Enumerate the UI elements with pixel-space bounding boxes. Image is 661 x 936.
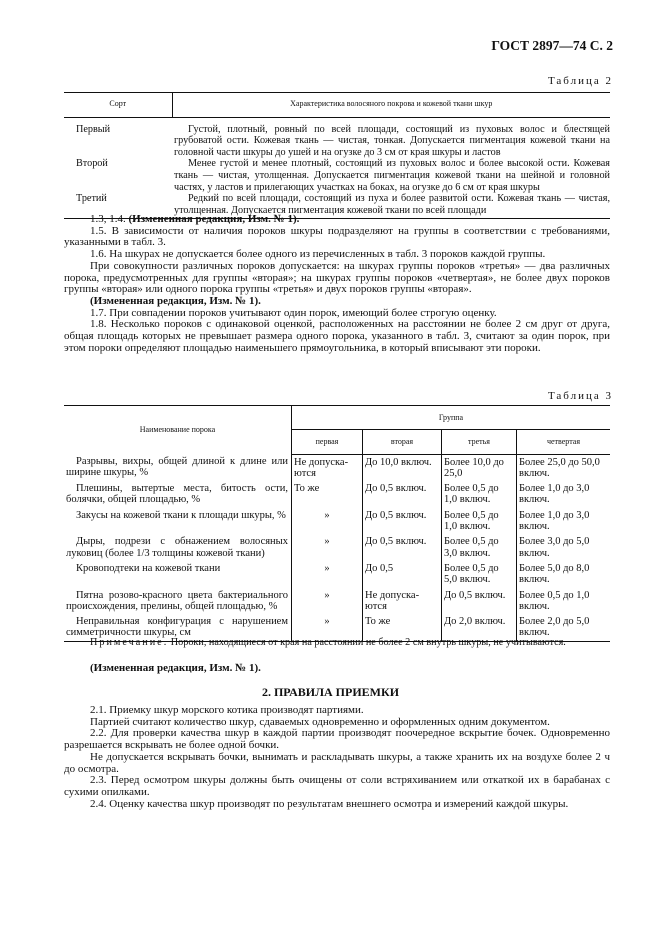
group-third-value: До 2,0 включ. <box>442 616 517 641</box>
grade-description: Густой, плотный, ровный по всей площади, состоящий из пуховых волос и блестящей грубоватой ости. Кожевая ткань — чистая, тонкая. Допускается пигментация кожевой ткани на головной части шкуры до ушей и на огузке до 3 см от края шкуры и ластов <box>174 123 610 158</box>
table-2-header-desc: Характеристика волосяного покрова и кожевой ткани шкур <box>172 93 610 118</box>
group-fourth-value: Более 25,0 до 50,0 включ. <box>517 454 611 483</box>
defect-name: Дыры, подрези с обнажением волосяных луковиц (более 1/3 толщины кожевой ткани) <box>66 536 288 559</box>
group-second-value: До 0,5 включ. <box>363 483 442 510</box>
group-second-header: вторая <box>363 430 442 454</box>
defect-name: Закусы на кожевой ткани к площади шкуры, % <box>76 509 286 521</box>
group-fourth-value: Более 5,0 до 8,0 включ. <box>517 563 611 590</box>
paragraph: Не допускается вскрывать бочки, вынимать и раскладывать шкуры, а также хранить их на воздухе более 2 ч до осмотра. <box>64 750 610 775</box>
table-row <box>64 117 610 158</box>
table-row <box>64 483 610 510</box>
paragraph: 1.6. На шкурах не допускается более одного из перечисленных в табл. 3 пороков каждой группы. <box>90 248 546 261</box>
table-row <box>64 536 610 563</box>
group-first-header: первая <box>292 430 363 454</box>
amendment-note: (Измененная редакция, Изм. № 1). <box>90 662 261 674</box>
group-fourth-value: Более 0,5 до 1,0 включ. <box>517 590 611 617</box>
table-row <box>64 590 610 617</box>
table-row <box>64 510 610 537</box>
table-3-note <box>64 637 610 649</box>
paragraph: При совокупности различных пороков допускается: на шкурах группы пороков «третья» — два различных порока, предусмотренных для группы «вторая»; на шкурах группы пороков «четвертая», не более двух пороков группы «вторая» или одного порока группы «третья» и двух пороков группы «вторая». <box>64 259 610 296</box>
table-2-label: Таблица 2 <box>547 75 613 87</box>
paragraph: 2.1. Приемку шкур морского котика производят партиями. <box>90 704 364 716</box>
group-first-value: » <box>292 616 363 641</box>
paragraph: 1.3, 1.4. (Измененная редакция, Изм. № 1). <box>90 213 300 225</box>
group-first-value: То же <box>292 483 363 510</box>
group-fourth-value: Более 3,0 до 5,0 включ. <box>517 536 611 563</box>
group-third-value: Более 0,5 до 3,0 включ. <box>442 536 517 563</box>
group-second-value: До 0,5 включ. <box>363 536 442 563</box>
grade-description: Менее густой и менее плотный, состоящий из пуховых волос и более высокой ости. Кожевая ткань — чистая, утолщенная. Допускается пигментация кожевой ткани на шейной и головной частях, у ластов и прилегающих участках на боках, на огузке до 6 см от края шкуры <box>174 158 610 193</box>
paragraph: 2.2. Для проверки качества шкур в каждой партии производят поочередное вскрытие бочек. Одновременно разрешается вскрывать не более одной бочки. <box>64 727 610 752</box>
group-first-value: Не допуска-ются <box>292 454 363 483</box>
group-fourth-value: Более 1,0 до 3,0 включ. <box>517 483 611 510</box>
paragraph: 1.7. При совпадении пороков учитывают один порок, имеющий более строгую оценку. <box>90 306 497 319</box>
paragraph: 2.3. Перед осмотром шкуры должны быть очищены от соли встряхиванием или откаткой их в барабанах с сухими опилками. <box>64 774 610 798</box>
group-first-value: » <box>292 590 363 617</box>
table-2 <box>64 92 610 219</box>
group-fourth-value: Более 1,0 до 3,0 включ. <box>517 510 611 537</box>
table-3-label: Таблица 3 <box>547 390 613 402</box>
defect-name: Разрывы, вихры, общей длиной к длине или ширине шкуры, % <box>66 456 288 479</box>
section-1-text <box>64 214 610 354</box>
document-header: ГОСТ 2897—74 С. 2 <box>491 38 613 53</box>
group-second-value: До 10,0 включ. <box>363 454 442 483</box>
group-third-value: До 0,5 включ. <box>442 590 517 617</box>
group-first-value: » <box>292 536 363 563</box>
grade-description: Редкий по всей площади, состоящий из пуха и более развитой ости. Кожевая ткань — чистая, утолщенная. Допускается пигментация кожевой ткани по всей площади <box>172 193 610 219</box>
paragraph: Партией считают количество шкур, сдаваемых одновременно и оформленных одним документом. <box>90 715 550 728</box>
group-third-value: Более 0,5 до 5,0 включ. <box>442 563 517 590</box>
table-row <box>64 454 610 483</box>
table-2-header-sort: Сорт <box>64 93 172 118</box>
defect-name: Пятна розово-красного цвета бактериального происхождения, прелины, общей площадью, % <box>66 589 288 612</box>
group-first-value: » <box>292 510 363 537</box>
note-text: Пороки, находящиеся от края на расстоянии не более 2 см внутрь шкуры, не учитываются. <box>170 637 566 648</box>
grade-cell: Первый <box>76 123 111 135</box>
section-2-title: 2. ПРАВИЛА ПРИЕМКИ <box>261 685 400 699</box>
table-row <box>64 158 610 193</box>
table-row <box>64 563 610 590</box>
group-third-value: Более 0,5 до 1,0 включ. <box>442 510 517 537</box>
table-3-header-group: Группа <box>292 406 611 430</box>
group-second-value: До 0,5 включ. <box>363 510 442 537</box>
note-label: Примечание. <box>90 637 169 648</box>
group-fourth-value: Более 2,0 до 5,0 включ. <box>517 616 611 641</box>
paragraph: 2.4. Оценку качества шкур производят по результатам внешнего осмотра и измерений каждой шкуры. <box>90 797 569 810</box>
paragraph: 1.5. В зависимости от наличия пороков шкуры подразделяют на группы в соответствии с требованиями, указанными в табл. 3. <box>64 224 610 249</box>
group-second-value: То же <box>363 616 442 641</box>
group-first-value: » <box>292 563 363 590</box>
paragraph: 1.8. Несколько пороков с одинаковой оценкой, расположенных на расстоянии не более 2 см друг от друга, общая площадь которых не превышает размера одного порока, указанного в табл. 3, считают за один порок, при этом пороки определяют площадью наименьшего прямоугольника, в который вписывают эти пороки. <box>64 318 610 354</box>
paragraph: (Измененная редакция, Изм. № 1). <box>90 294 261 307</box>
grade-cell: Третий <box>64 193 172 219</box>
defect-name: Неправильная конфигурация с нарушением симметричности шкуры, см <box>64 616 292 641</box>
group-second-value: Не допуска-ются <box>363 590 442 617</box>
table-3-header-name: Наименование порока <box>64 406 292 455</box>
group-second-value: До 0,5 <box>363 563 442 590</box>
defect-name: Плешины, вытертые места, битость ости, болячки, общей площадью, % <box>66 483 288 506</box>
grade-cell: Второй <box>76 158 108 170</box>
group-fourth-header: четвертая <box>517 430 611 454</box>
group-third-header: третья <box>442 430 517 454</box>
defect-name: Кровоподтеки на кожевой ткани <box>76 562 221 574</box>
table-3 <box>64 405 610 642</box>
group-third-value: Более 10,0 до 25,0 <box>442 454 517 483</box>
group-third-value: Более 0,5 до 1,0 включ. <box>442 483 517 510</box>
section-2-text <box>64 705 610 810</box>
